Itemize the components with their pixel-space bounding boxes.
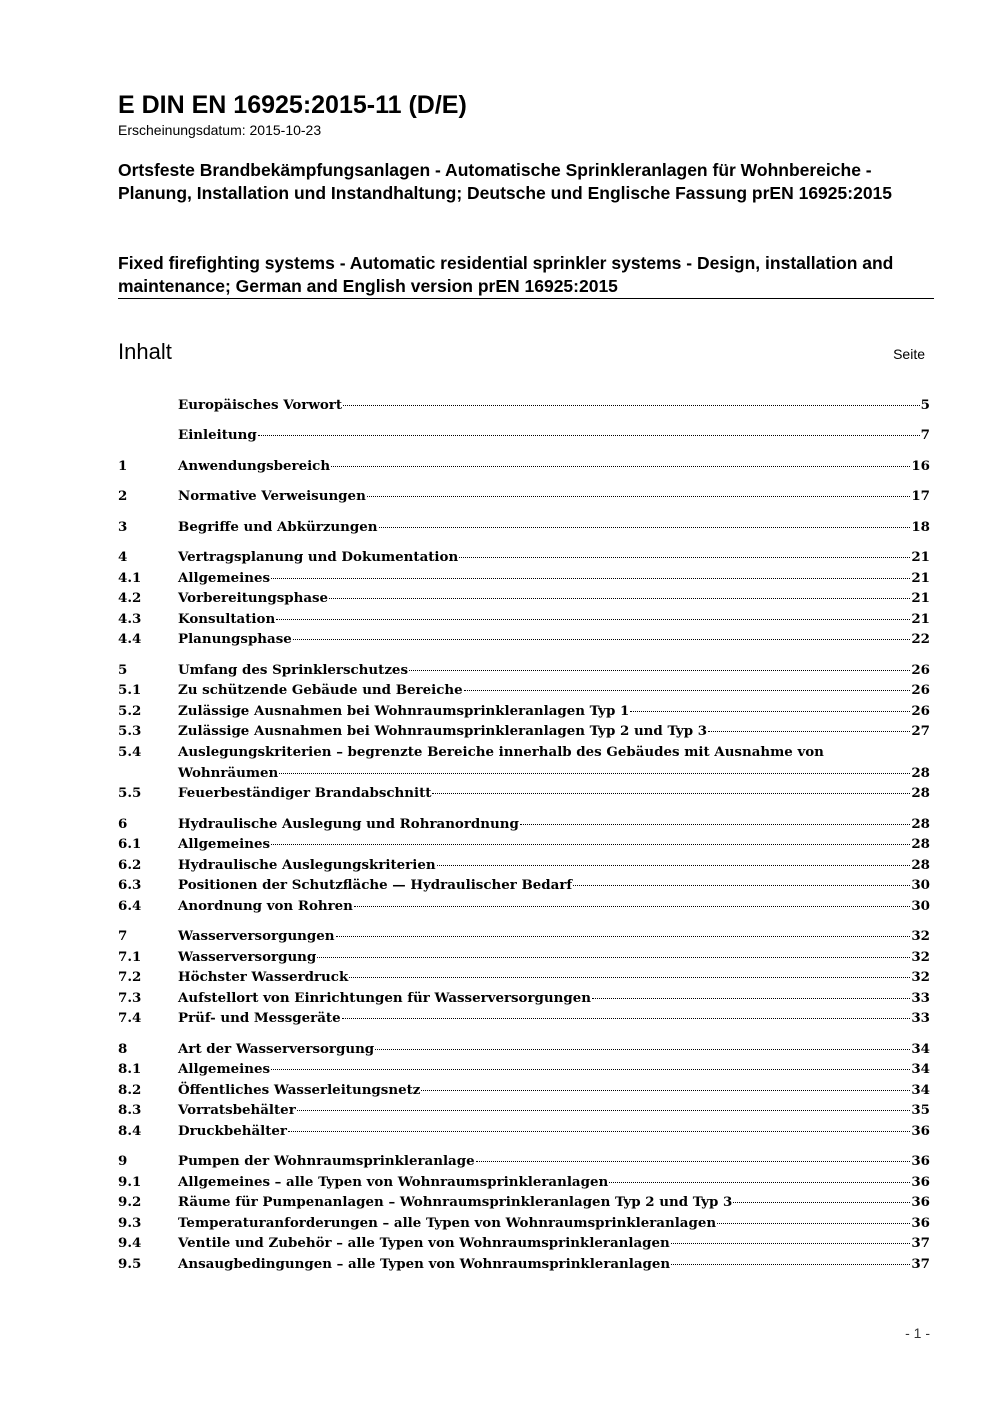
toc-entry[interactable] (118, 1213, 930, 1234)
toc-entry-title: Begriffe und Abkürzungen (178, 519, 378, 535)
toc-dot-leader (375, 1049, 910, 1050)
toc-entry-page: 18 (911, 519, 930, 535)
toc-entry[interactable] (118, 1039, 930, 1060)
toc-entry[interactable] (118, 425, 930, 446)
toc-entry[interactable] (118, 660, 930, 681)
toc-entry-number: 8.3 (118, 1102, 142, 1118)
toc-dot-leader (432, 793, 910, 794)
toc-entry-page: 33 (911, 990, 930, 1006)
toc-page-label: Seite (893, 346, 925, 362)
toc-entry-page: 36 (911, 1153, 930, 1169)
toc-entry-title: Einleitung (178, 427, 257, 443)
toc-entry-title: Zulässige Ausnahmen bei Wohnraumsprinkleranlagen Typ 1 (178, 703, 630, 719)
toc-dot-leader (279, 773, 910, 774)
toc-entry-page: 21 (911, 590, 930, 606)
toc-dot-leader (343, 405, 920, 406)
toc-entry-title: Wohnräumen (178, 764, 279, 781)
toc-dot-leader (349, 977, 910, 978)
toc-entry-title: Art der Wasserversorgung (178, 1041, 375, 1057)
toc-entry-number: 6 (118, 816, 128, 832)
toc-entry-title: Druckbehälter (178, 1123, 287, 1139)
publication-date: Erscheinungsdatum: 2015-10-23 (118, 122, 322, 138)
toc-dot-leader (336, 936, 911, 937)
toc-dot-leader (331, 466, 910, 467)
toc-entry-number: 9.1 (118, 1174, 142, 1190)
toc-dot-leader (671, 1264, 910, 1265)
toc-entry[interactable] (118, 814, 930, 835)
toc-entry-title: Zulässige Ausnahmen bei Wohnraumsprinkleranlagen Typ 2 und Typ 3 (178, 723, 708, 739)
toc-entry-page: 16 (911, 458, 930, 474)
toc-entry-title: Allgemeines (178, 1061, 271, 1077)
toc-entry[interactable] (118, 988, 930, 1009)
toc-entry-continuation[interactable] (118, 763, 930, 784)
toc-entry-number: 4.1 (118, 570, 142, 586)
toc-entry-page: 37 (911, 1235, 930, 1251)
toc-entry-title: Normative Verweisungen (178, 488, 366, 504)
toc-entry-title: Vorbereitungsphase (178, 590, 329, 606)
toc-entry[interactable] (118, 395, 930, 416)
toc-entry-number: 6.1 (118, 836, 142, 852)
toc-dot-leader (288, 1131, 910, 1132)
toc-entry[interactable] (118, 547, 930, 568)
toc-entry-title: Ansaugbedingungen – alle Typen von Wohnraumsprinkleranlagen (178, 1256, 671, 1272)
toc-entry-title: Positionen der Schutzfläche — Hydraulischer Bedarf (178, 877, 573, 893)
toc-entry-number: 8.2 (118, 1082, 142, 1098)
toc-entry-title: Europäisches Vorwort (178, 397, 343, 413)
toc-entry-title: Feuerbeständiger Brandabschnitt (178, 785, 432, 801)
toc-dot-leader (464, 690, 911, 691)
toc-dot-leader (271, 844, 910, 845)
toc-entry[interactable] (118, 926, 930, 947)
toc-entry[interactable] (118, 680, 930, 701)
toc-entry-page: 34 (911, 1041, 930, 1057)
toc-entry-page: 32 (911, 928, 930, 944)
toc-entry[interactable] (118, 568, 930, 589)
toc-entry-number: 8.4 (118, 1123, 142, 1139)
toc-entry[interactable] (118, 834, 930, 855)
toc-dot-leader (379, 527, 911, 528)
toc-entry-page: 33 (911, 1010, 930, 1026)
toc-entry-number: 5 (118, 662, 128, 678)
toc-entry-page: 34 (911, 1061, 930, 1077)
toc-dot-leader (630, 711, 910, 712)
toc-dot-leader (409, 670, 910, 671)
toc-entry[interactable] (118, 1080, 930, 1101)
toc-entry[interactable] (118, 783, 930, 804)
document-id: E DIN EN 16925:2015-11 (D/E) (118, 91, 467, 119)
toc-entry-page: 22 (911, 631, 930, 647)
toc-entry[interactable] (118, 456, 930, 477)
toc-entry-number: 9.5 (118, 1256, 142, 1272)
toc-entry-page: 34 (911, 1082, 930, 1098)
toc-entry-number: 6.4 (118, 898, 142, 914)
toc-entry-page: 28 (911, 764, 930, 781)
toc-entry[interactable] (118, 588, 930, 609)
toc-entry-title: Vorratsbehälter (178, 1102, 296, 1118)
toc-entry-page: 17 (911, 488, 930, 504)
toc-entry-title: Öffentliches Wasserleitungsnetz (178, 1082, 421, 1098)
toc-entry-page: 5 (920, 397, 930, 413)
toc-entry-page: 21 (911, 549, 930, 565)
toc-entry-title: Anwendungsbereich (178, 458, 331, 474)
toc-entry-number: 5.5 (118, 785, 142, 801)
title-divider (118, 298, 934, 299)
toc-entry[interactable] (118, 486, 930, 507)
toc-entry-number: 4.2 (118, 590, 142, 606)
toc-entry-title: Temperaturanforderungen – alle Typen von Wohnraumsprinkleranlagen (178, 1215, 717, 1231)
toc-entry-title: Aufstellort von Einrichtungen für Wasserversorgungen (178, 990, 591, 1006)
toc-entry[interactable] (118, 1059, 930, 1080)
toc-dot-leader (329, 598, 910, 599)
toc-dot-leader (717, 1223, 910, 1224)
toc-dot-leader (271, 1069, 910, 1070)
toc-entry-title: Ventile und Zubehör – alle Typen von Wohnraumsprinkleranlagen (178, 1235, 670, 1251)
toc-entry-title: Allgemeines (178, 836, 271, 852)
toc-entry-title: Konsultation (178, 611, 276, 627)
toc-entry-number: 5.3 (118, 723, 142, 739)
toc-entry-number: 3 (118, 519, 128, 535)
toc-entry[interactable] (118, 875, 930, 896)
toc-entry-page: 37 (911, 1256, 930, 1272)
toc-entry-title: Prüf- und Messgeräte (178, 1010, 341, 1026)
toc-entry[interactable] (118, 1192, 930, 1213)
toc-dot-leader (421, 1090, 910, 1091)
toc-entry-title: Allgemeines – alle Typen von Wohnraumsprinkleranlagen (178, 1174, 609, 1190)
toc-entry-number: 5.2 (118, 703, 142, 719)
toc-dot-leader (520, 824, 911, 825)
toc-heading: Inhalt (118, 339, 172, 364)
toc-entry-title: Anordnung von Rohren (178, 898, 353, 914)
toc-entry-number: 8.1 (118, 1061, 142, 1077)
toc-entry[interactable] (118, 609, 930, 630)
toc-entry-page: 26 (911, 703, 930, 719)
title-german: Ortsfeste Brandbekämpfungsanlagen - Automatische Sprinkleranlagen für Wohnbereiche - Planung, Installation und Instandhaltung; Deutsche und Englische Fassung prEN 16925:2015 (118, 160, 893, 203)
toc-entry[interactable] (118, 517, 930, 538)
toc-entry-page: 32 (911, 969, 930, 985)
toc-entry-number: 7.4 (118, 1010, 142, 1026)
toc-entry[interactable] (118, 1172, 930, 1193)
toc-entry[interactable] (118, 855, 930, 876)
toc-entry-number: 1 (118, 458, 128, 474)
toc-dot-leader (258, 435, 920, 436)
toc-entry-page: 32 (911, 949, 930, 965)
toc-dot-leader (367, 496, 911, 497)
toc-dot-leader (573, 885, 910, 886)
toc-entry-title: Pumpen der Wohnraumsprinkleranlage (178, 1153, 475, 1169)
toc-entry-page: 27 (911, 723, 930, 739)
toc-entry-title: Hydraulische Auslegungskriterien (178, 857, 436, 873)
toc-entry[interactable] (118, 742, 930, 763)
toc-entry[interactable] (118, 1100, 930, 1121)
toc-dot-leader (293, 639, 911, 640)
toc-entry-title: Vertragsplanung und Dokumentation (178, 549, 459, 565)
toc-entry-title: Planungsphase (178, 631, 292, 647)
toc-entry-title: Umfang des Sprinklerschutzes (178, 662, 408, 678)
toc-entry-title: Hydraulische Auslegung und Rohranordnung (178, 816, 519, 832)
toc-entry-number: 4 (118, 549, 128, 565)
title-english: Fixed firefighting systems - Automatic residential sprinkler systems - Design, installation and maintenance; German and English version prEN 16925:2015 (118, 253, 894, 296)
toc-entry-number: 2 (118, 488, 128, 504)
toc-entry-page: 28 (911, 816, 930, 832)
toc-dot-leader (733, 1202, 910, 1203)
toc-entry-page: 28 (911, 836, 930, 852)
toc-entry-title: Wasserversorgungen (178, 928, 335, 944)
page-number: - 1 - (905, 1325, 930, 1341)
toc-dot-leader (459, 557, 910, 558)
toc-entry-page: 36 (911, 1194, 930, 1210)
toc-entry[interactable] (118, 896, 930, 917)
toc-entry-number: 6.2 (118, 857, 142, 873)
toc-dot-leader (276, 619, 910, 620)
toc-entry-number: 9.2 (118, 1194, 142, 1210)
toc-entry-title: Zu schützende Gebäude und Bereiche (178, 682, 463, 698)
toc-entry-page: 26 (911, 682, 930, 698)
toc-entry-number: 7.2 (118, 969, 142, 985)
toc-entry-title: Auslegungskriterien – begrenzte Bereiche innerhalb des Gebäudes mit Ausnahme von (178, 744, 824, 760)
toc-entry-number: 7.1 (118, 949, 142, 965)
toc-entry[interactable] (118, 1151, 930, 1172)
toc-entry-page: 36 (911, 1215, 930, 1231)
toc-dot-leader (671, 1243, 911, 1244)
toc-entry[interactable] (118, 947, 930, 968)
toc-entry-number: 5.1 (118, 682, 142, 698)
toc-dot-leader (354, 906, 910, 907)
toc-entry-number: 6.3 (118, 877, 142, 893)
toc-entry[interactable] (118, 1121, 930, 1142)
toc-entry[interactable] (118, 1008, 930, 1029)
toc-dot-leader (437, 865, 911, 866)
toc-entry-page: 21 (911, 570, 930, 586)
toc-entry-page: 21 (911, 611, 930, 627)
toc-dot-leader (708, 731, 910, 732)
toc-entry-title: Räume für Pumpenanlagen – Wohnraumsprinkleranlagen Typ 2 und Typ 3 (178, 1194, 733, 1210)
toc-dot-leader (271, 578, 910, 579)
toc-entry-number: 9.3 (118, 1215, 142, 1231)
toc-entry-number: 4.4 (118, 631, 142, 647)
toc-entry-page: 36 (911, 1123, 930, 1139)
toc-entry-number: 5.4 (118, 744, 142, 760)
toc-entry-page: 28 (911, 857, 930, 873)
toc-entry-number: 9.4 (118, 1235, 142, 1251)
toc-entry-title: Allgemeines (178, 570, 271, 586)
toc-entry-page: 28 (911, 785, 930, 801)
toc-entry-title: Höchster Wasserdruck (178, 969, 349, 985)
toc-entry-title: Wasserversorgung (178, 949, 317, 965)
toc-entry-number: 7.3 (118, 990, 142, 1006)
toc-entry-number: 7 (118, 928, 128, 944)
toc-dot-leader (342, 1018, 911, 1019)
toc-entry-page: 30 (911, 898, 930, 914)
toc-entry[interactable] (118, 701, 930, 722)
toc-entry-number: 8 (118, 1041, 128, 1057)
toc-dot-leader (297, 1110, 911, 1111)
toc-entry[interactable] (118, 721, 930, 742)
toc-dot-leader (476, 1161, 911, 1162)
toc-entry-page: 26 (911, 662, 930, 678)
toc-entry[interactable] (118, 1254, 930, 1275)
toc-entry[interactable] (118, 1233, 930, 1254)
toc-entry[interactable] (118, 967, 930, 988)
toc-entry-page: 35 (911, 1102, 930, 1118)
toc-entry-page: 36 (911, 1174, 930, 1190)
toc-entry-number: 4.3 (118, 611, 142, 627)
toc-entry-number: 9 (118, 1153, 128, 1169)
toc-dot-leader (317, 957, 910, 958)
toc-dot-leader (592, 998, 910, 999)
toc-entry-page: 30 (911, 877, 930, 893)
toc-dot-leader (609, 1182, 910, 1183)
toc-entry-page: 7 (920, 427, 930, 443)
toc-entry[interactable] (118, 629, 930, 650)
